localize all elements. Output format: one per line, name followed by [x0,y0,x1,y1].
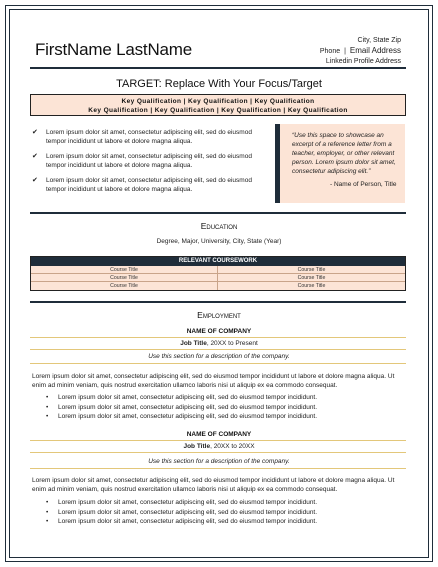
check-icon: ✔ [32,177,38,184]
course-cell: Course Title [218,274,405,282]
job-dates: , 20XX to Present [206,340,258,347]
job-dates: , 20XX to 20XX [210,443,255,450]
job-title: Job Title [180,340,207,347]
target-heading: TARGET: Replace With Your Focus/Target [116,78,322,90]
list-item: • Lorem ipsum dolor sit amet, consectetur adipiscing elit, sed do eiusmod tempor incididunt. [46,403,318,411]
list-item [32,176,267,194]
list-item [32,128,267,146]
bullet-icon: • [46,413,49,420]
coursework-column-left [31,266,218,290]
list-item-text: Lorem ipsum dolor sit amet, consectetur adipiscing elit, sed do eiusmod tempor incididunt ut labore et dolore magna aliqua. [46,177,252,193]
list-item: • Lorem ipsum dolor sit amet, consectetur adipiscing elit, sed do eiusmod tempor incididunt. [46,499,318,506]
list-item-text: Lorem ipsum dolor sit amet, consectetur adipiscing elit, sed do eiusmod tempor incididunt ut labore et dolore magna aliqua. [46,153,252,169]
header-divider [30,67,406,69]
bullet-icon: • [46,403,49,411]
qualifications-row-1: Key Qualification | Key Qualification | Key Qualification [121,98,315,105]
education-heading: Education [200,221,238,231]
reference-quote-box [275,124,405,203]
company-description: Use this section for a description of the company. [148,458,290,465]
list-item: • Lorem ipsum dolor sit amet, consectetur adipiscing elit, sed do eiusmod tempor incididunt. [46,394,318,401]
list-item: • Lorem ipsum dolor sit amet, consectetur adipiscing elit, sed do eiusmod tempor incididunt. [46,518,318,525]
coursework-header: RELEVANT COURSEWORK [31,257,405,266]
course-cell: Course Title [31,266,217,274]
bullet-icon: • [46,518,49,525]
bullet-icon: • [46,508,49,516]
summary-list [32,128,267,200]
gold-divider [30,468,406,469]
contact-separator: | [344,48,346,55]
check-icon: ✔ [32,129,38,136]
quote-text: “Use this space to showcase an excerpt of a reference letter from a teacher, employer, or other relevant person. Lorem ipsum dolor sit amet, consectetur adipiscing elit.” [292,132,396,175]
list-item-text: Lorem ipsum dolor sit amet, consectetur adipiscing elit, sed do eiusmod tempor incididunt ut labore et dolore magna aliqua. [46,129,252,145]
gold-divider [30,440,406,441]
course-cell: Course Title [31,274,217,282]
job-bullet-list [46,498,406,527]
gold-divider [30,452,406,453]
course-cell: Course Title [218,266,405,274]
contact-phone: Phone [319,48,341,55]
bullet-icon: • [46,394,49,401]
company-name: NAME OF COMPANY [186,431,252,438]
gold-divider [30,363,406,364]
coursework-column-right [218,266,405,290]
job-paragraph: Lorem ipsum dolor sit amet, consectetur adipiscing elit, sed do eiusmod tempor incididunt ut labore et dolore magna aliqua. Ut enim ad minim veniam, quis nostrud exercitation ullamco laboris nisi ut aliquip ex ea commodo consequat. [32,373,395,389]
list-item: • Lorem ipsum dolor sit amet, consectetur adipiscing elit, sed do eiusmod tempor incididunt. [46,508,318,516]
list-item [32,152,267,170]
section-divider [30,301,406,303]
section-divider [30,212,406,214]
job-title-line [0,340,438,347]
coursework-table [30,256,406,291]
course-cell: Course Title [110,283,138,289]
bullet-icon: • [46,499,49,506]
check-icon: ✔ [32,153,38,160]
company-name: NAME OF COMPANY [186,328,252,335]
education-degree: Degree, Major, University, City, State (Year) [156,238,282,245]
job-title: Job Title [183,443,211,450]
job-bullet-list [46,393,406,422]
gold-divider [30,337,406,338]
contact-phone-email [320,46,401,57]
qualifications-row-2: Key Qualification | Key Qualification | Key Qualification | Key Qualification [88,107,348,114]
job-title-line [0,443,438,450]
company-description: Use this section for a description of the company. [148,353,290,360]
course-cell: Course Title [297,283,326,289]
qualifications-box [30,94,406,116]
job-paragraph: Lorem ipsum dolor sit amet, consectetur adipiscing elit, sed do eiusmod tempor incididunt ut labore et dolore magna aliqua. Ut enim ad minim veniam, quis nostrud exercitation ullamco laboris nisi ut aliquip ex ea commodo consequat. [32,477,395,493]
candidate-name: FirstName LastName [35,40,192,59]
quote-signature: - Name of Person, Title [330,181,397,188]
employment-heading: Employment [197,310,241,320]
contact-email: Email Address [349,46,401,55]
contact-linkedin: Linkedin Profile Address [325,58,401,65]
gold-divider [30,349,406,350]
contact-city: City, State Zip [357,37,401,44]
list-item: • Lorem ipsum dolor sit amet, consectetur adipiscing elit, sed do eiusmod tempor incididunt. [46,413,318,420]
